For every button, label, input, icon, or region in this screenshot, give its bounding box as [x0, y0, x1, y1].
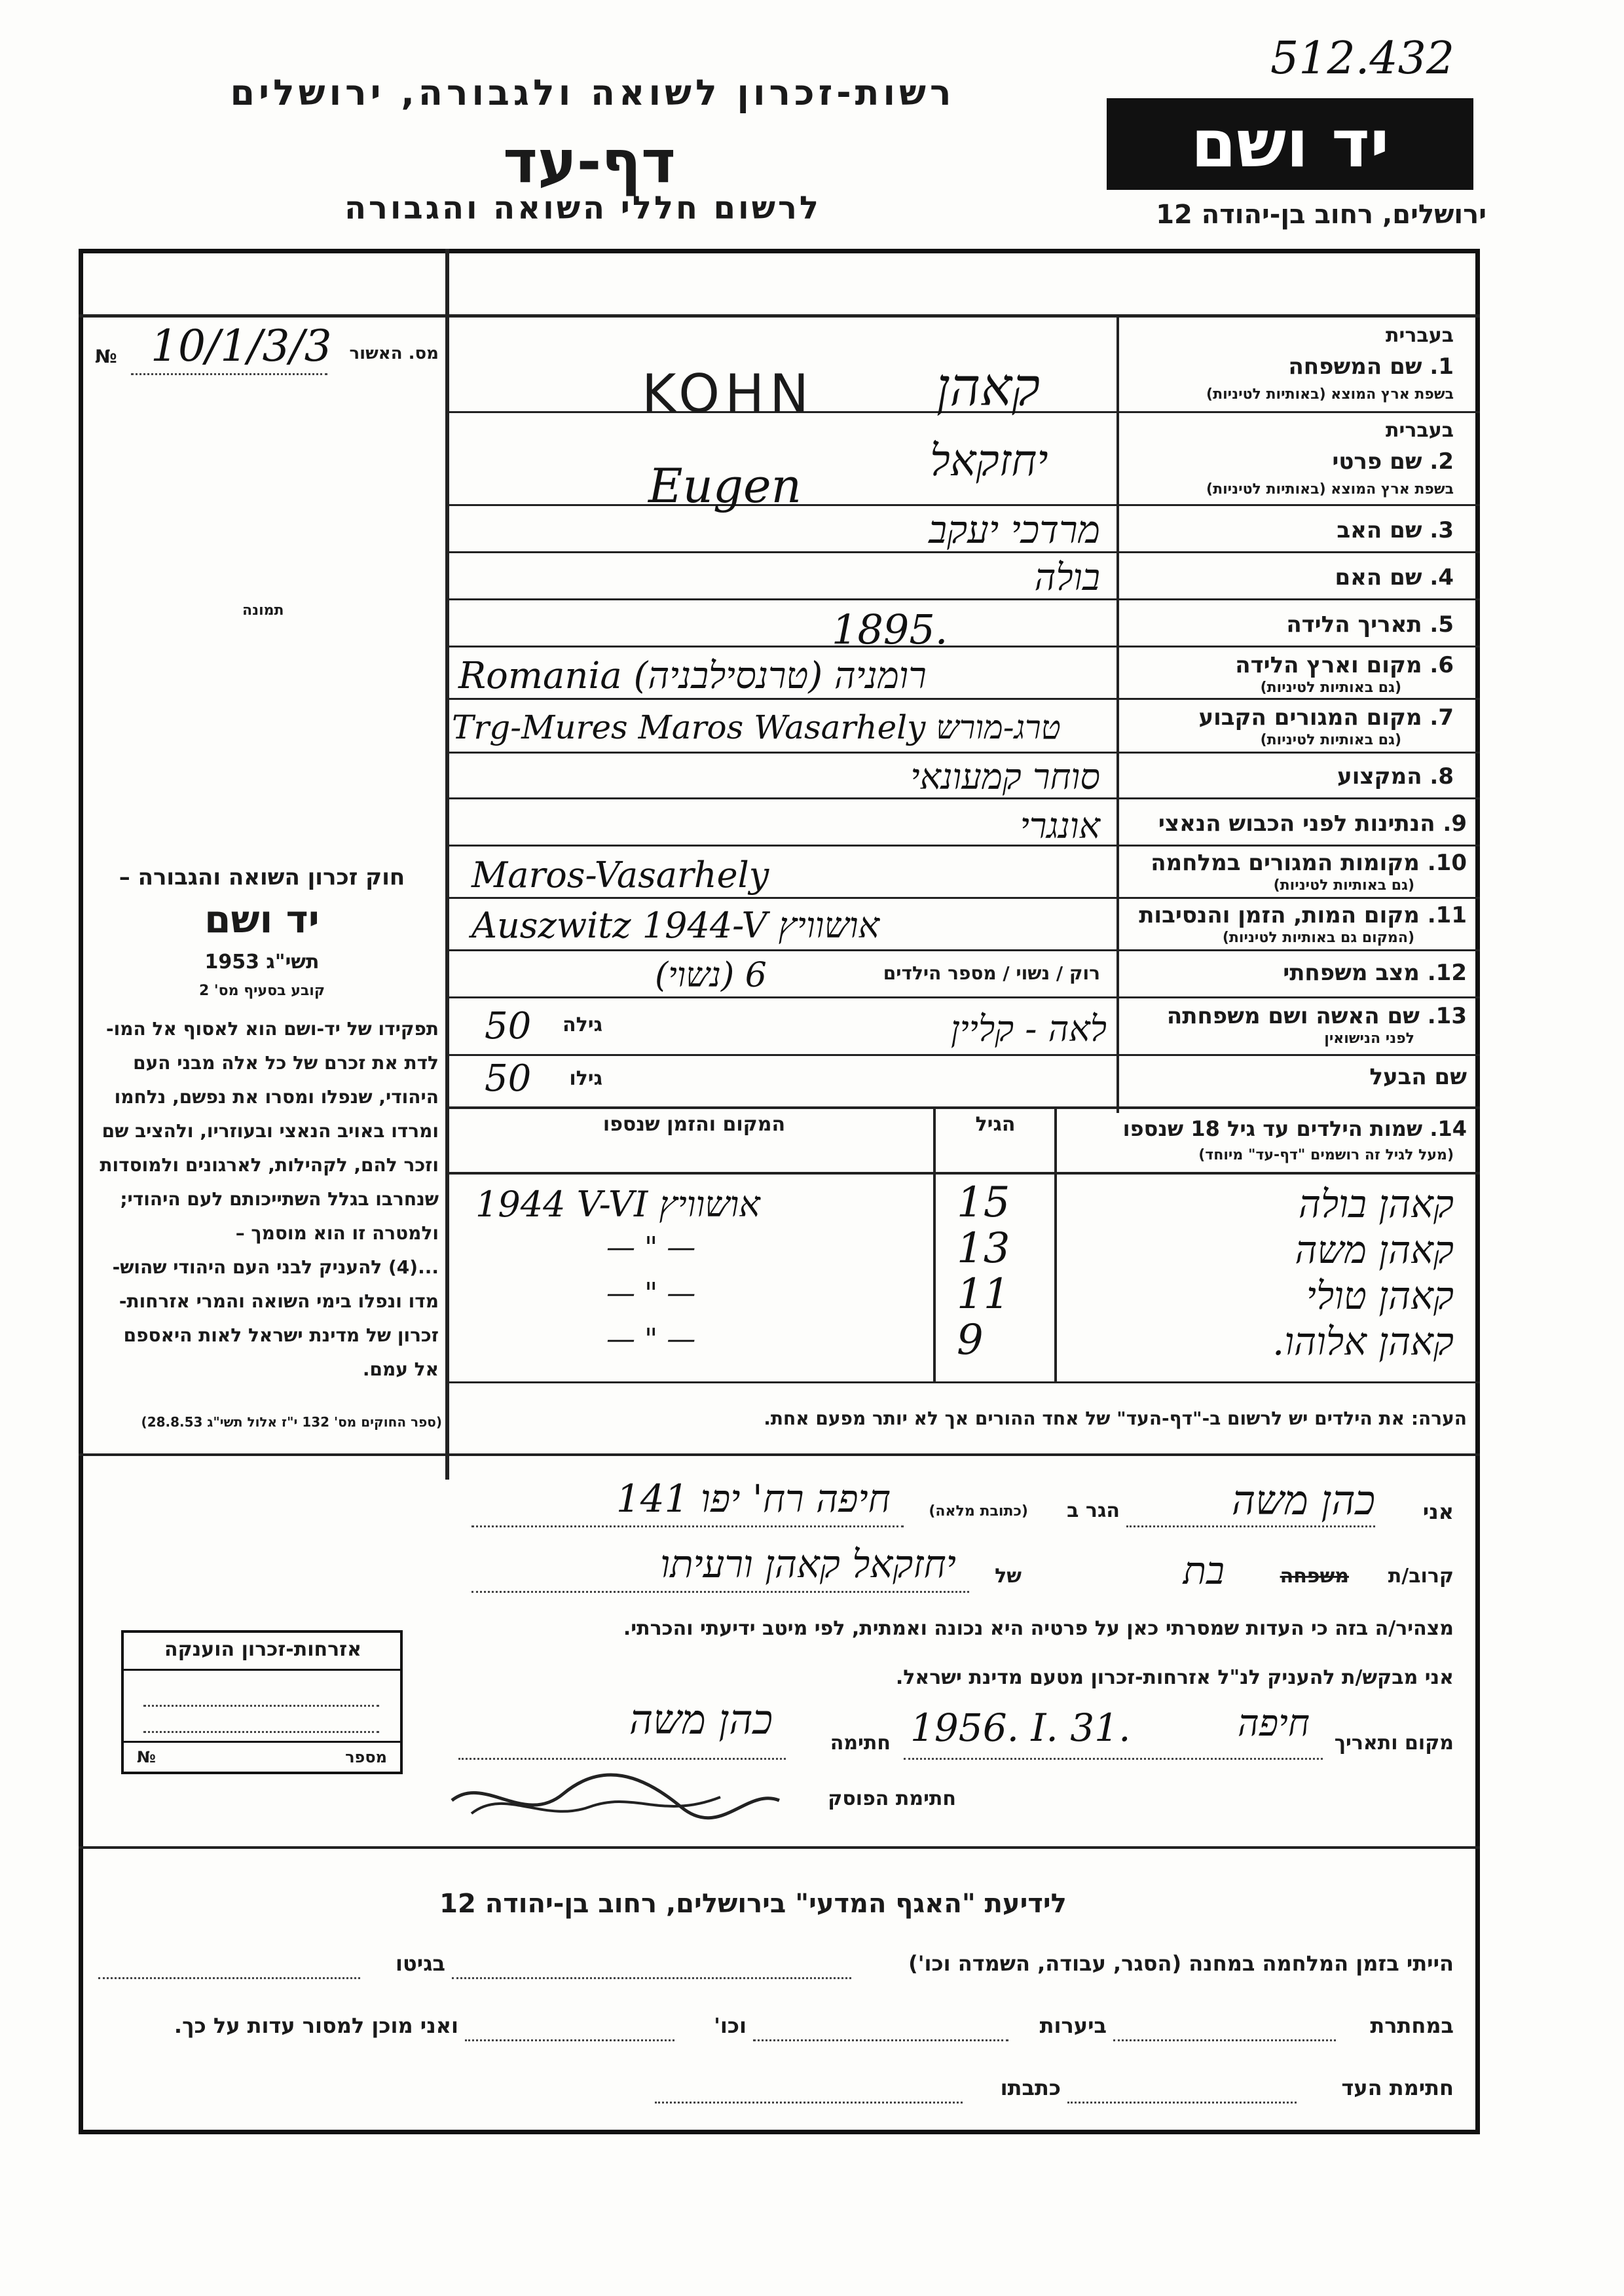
citizenship-box-divider	[124, 1741, 400, 1743]
field-6-sub: (גם באותיות לטיניות)	[1260, 680, 1401, 696]
firstname-hebrew-value: יחזקאל	[930, 435, 1048, 486]
footer-divider	[79, 1846, 1480, 1849]
field-13-sub: לפני הנישואין	[1324, 1030, 1414, 1047]
child-3-name: קאהן טולי	[1306, 1273, 1454, 1318]
law-line: שנחרבו בגלל השתייכותם לעם היהודי;	[120, 1188, 439, 1210]
citizenship-number-label: מספר	[345, 1748, 387, 1766]
law-line: אל עמם.	[362, 1358, 439, 1380]
place-value: חיפה	[1238, 1702, 1310, 1745]
declarant-name-line	[1126, 1525, 1375, 1527]
field-7-sub: (גם באותיות לטיניות)	[1260, 732, 1401, 748]
mother-name-value: בולה	[1034, 556, 1100, 599]
child-1-age: 15	[957, 1178, 1010, 1227]
field-10-label: 10. מקומות המגורים במלחמה	[1151, 850, 1467, 876]
declarant-signature: כהן משה	[629, 1696, 773, 1743]
marital-status-value: (נשוי) 6	[655, 956, 767, 995]
field-5-label: 5. תאריך הלידה	[1286, 611, 1454, 638]
footer-camp-label: הייתי בזמן המלחמה במחנה (הסגר, עבודה, השמדה וכו')	[908, 1951, 1454, 1976]
child-1-place: 1944 V-VI אושוויץ	[475, 1184, 760, 1225]
row-line	[449, 698, 1480, 700]
request-text: אני מבקש/ת להעניק לנ"ל אזרחות-זכרון מטעם מדינת ישראל.	[895, 1666, 1454, 1689]
footer-ghetto-line	[98, 1977, 360, 1979]
death-place-value: Auszwitz 1944-V אושוויץ	[471, 905, 880, 946]
field-12-inline-label: רוק / נשוי / מספר הילדים	[883, 962, 1100, 984]
witness-address-label: כתבתו	[1000, 2075, 1061, 2100]
child-2-age: 13	[957, 1224, 1010, 1273]
law-clause: קובע בסעיף מס' 2	[198, 983, 325, 999]
declarant-address-line	[471, 1525, 904, 1527]
law-line: לדת את זכרם של כל אלה מבני העם	[133, 1052, 439, 1074]
children-subtitle: (מעל לגיל זה רושמים "דף-עד" מיוחד)	[1198, 1147, 1454, 1163]
children-table	[449, 1178, 1480, 1375]
children-header-line	[449, 1172, 1480, 1175]
row-line	[449, 897, 1480, 899]
field-12-label: 12. מצב משפחתי	[1283, 960, 1467, 986]
children-place-header: המקום והזמן שנספו	[602, 1113, 786, 1136]
law-line: ומרדו באויב הנאצי ובעוזריו, ולהציב שם	[101, 1120, 439, 1142]
wartime-residence-value: Maros-Vasarhely	[471, 854, 769, 896]
field-11-sub: (המקום גם באותיות לטיניות)	[1222, 930, 1414, 946]
field-6-label: 6. מקום וארץ הלידה	[1235, 652, 1454, 678]
field-10-sub: (גם באותיות לטיניות)	[1273, 877, 1414, 894]
place-date-label: מקום ותאריך	[1334, 1732, 1454, 1755]
birth-date-value: 1895.	[832, 606, 948, 653]
surname-hebrew-value: קאהן	[936, 357, 1041, 418]
witness-signature-line	[1067, 2102, 1297, 2104]
field-3-label: 3. שם האב	[1337, 517, 1454, 543]
citizenship-box-line	[143, 1731, 379, 1733]
yad-vashem-logo: יד ושם	[1107, 98, 1473, 190]
birthplace-value: Romania (טרנסילבניה) רומניה	[458, 655, 927, 697]
officer-signature-scribble	[445, 1761, 786, 1833]
field-11-label: 11. מקום המות, הזמן והנסיבות	[1139, 902, 1467, 928]
footer-ghetto-label: בגיטו	[396, 1951, 445, 1976]
law-source: (ספר החוקים מס' 132 י"ז אלול תשי"ג 28.8.53)	[141, 1414, 442, 1430]
signature-line	[458, 1758, 786, 1760]
husband-age-label: גילו	[569, 1067, 602, 1090]
child-3-place: — " —	[606, 1277, 696, 1310]
approval-number: 10/1/3/3	[151, 321, 332, 371]
date-value: 1956. I. 31.	[910, 1705, 1131, 1750]
child-4-age: 9	[957, 1316, 984, 1364]
child-4-name: קאהן אלוהו.	[1272, 1319, 1454, 1364]
witness-address-line	[655, 2102, 963, 2104]
declarant-address-hint: (כתובת מלאה)	[929, 1503, 1028, 1520]
top-divider	[79, 314, 1480, 318]
relation-value: בת	[1183, 1548, 1225, 1593]
photo-label: תמונה	[242, 602, 284, 619]
place-date-line	[904, 1758, 1323, 1760]
field-13-label: 13. שם האשה ושם משפחתה	[1166, 1003, 1467, 1029]
law-name: יד ושם	[204, 897, 320, 941]
of-label: של	[995, 1565, 1022, 1588]
field-1-sub: בשפת ארץ המוצא (באותיות לטיניות)	[1206, 386, 1454, 403]
footer-underground-line	[1113, 2039, 1336, 2041]
footer-testimony-label: ואני מוכן למסור עדות על כך.	[174, 2013, 458, 2038]
organization-address: ירושלים, רחוב בן-יהודה 12	[1156, 200, 1486, 230]
hebrew-note-2: בעברית	[1386, 419, 1454, 442]
row-line	[449, 1106, 1480, 1109]
law-text-block	[85, 864, 439, 1387]
law-line: ולמטרה זו הוא מוסמך –	[235, 1222, 439, 1244]
children-age-header: הגיל	[975, 1113, 1016, 1136]
approval-label: מס. האשור	[349, 344, 439, 363]
footer-camp-line	[452, 1977, 851, 1979]
child-3-age: 11	[957, 1270, 1010, 1319]
child-2-name: קאהן משה	[1295, 1228, 1454, 1272]
law-title: חוק זכרון השואה והגבורה –	[119, 864, 405, 890]
row-line	[449, 646, 1480, 647]
profession-value: סוחר קמעונאי	[910, 756, 1100, 797]
husband-age-value: 50	[485, 1057, 532, 1100]
firstname-latin-value: Eugen	[648, 458, 802, 513]
law-line: זכרון של מדינת ישראל לאות היאספם	[123, 1324, 439, 1346]
field-1-label: 1. שם המשפחה	[1288, 354, 1454, 380]
footer-etc-line	[465, 2039, 674, 2041]
relative-name: יחזקאל קאהן ורעיתו	[660, 1542, 956, 1586]
child-2-place: — " —	[606, 1231, 696, 1264]
wife-name-value: לאה - קליין	[950, 1008, 1107, 1049]
footer-underground-label: במחתרת	[1370, 2013, 1454, 2038]
declarant-lives-label: הגר ב	[1067, 1499, 1120, 1522]
wife-age-value: 50	[485, 1005, 532, 1048]
officer-signature-label: חתימת הפוסק	[828, 1787, 956, 1810]
row-line	[449, 949, 1480, 951]
signature-label: חתימה	[830, 1732, 891, 1755]
declarant-i-label: אני	[1422, 1499, 1454, 1524]
children-title: 14. שמות הילדים עד גיל 18 שנספו	[1122, 1116, 1467, 1141]
citizenship-number-symbol: №	[137, 1748, 156, 1766]
relative-name-line	[471, 1591, 969, 1593]
form-subtitle: לרשום חללי השואה והגבורה	[344, 190, 821, 227]
declarant-name: כהן משה	[1231, 1476, 1375, 1524]
approval-line	[131, 373, 327, 375]
law-paragraphs	[85, 1012, 439, 1387]
child-4-place: — " —	[606, 1322, 696, 1356]
law-line: ...(4) להעניק לבני העם היהודי שהוש-	[112, 1256, 439, 1278]
citizenship-box-line	[143, 1705, 379, 1707]
row-line	[449, 752, 1480, 754]
label-column-divider	[1116, 314, 1119, 1113]
relative-label: קרוב/ת	[1388, 1565, 1454, 1588]
surname-latin-value: KOHN	[642, 363, 815, 424]
row-line	[449, 797, 1480, 799]
footer-etc-label: וכו'	[714, 2013, 747, 2038]
citizenship-box-divider	[124, 1669, 400, 1671]
father-name-value: מרדכי יעקב	[929, 507, 1100, 552]
field-9-label: 9. הנתינות לפני הכבוש הנאצי	[1158, 811, 1467, 837]
form-title: דף-עד	[503, 128, 676, 196]
citizenship-box-title: אזרחות-זכרון הוענקה	[164, 1638, 362, 1661]
field-2-label: 2. שם פרטי	[1332, 448, 1454, 475]
row-line	[449, 1054, 1480, 1056]
relation-struck: משפחה	[1280, 1565, 1349, 1588]
law-line: וזכר להם, לקהילות, לארגונים ולמוסדות	[100, 1154, 439, 1176]
document-number: 512.432	[1270, 33, 1455, 84]
row-line	[449, 504, 1480, 506]
footer-forest-label: ביערות	[1039, 2013, 1107, 2038]
citizenship-box	[121, 1630, 403, 1774]
children-bottom-line	[449, 1381, 1480, 1383]
husband-name-label: שם הבעל	[1369, 1064, 1467, 1090]
nationality-value: אונגרי	[1020, 805, 1100, 847]
children-section-bottom	[79, 1453, 1480, 1456]
wife-age-label: גילה	[563, 1013, 602, 1036]
witness-signature-label: חתימת העד	[1341, 2075, 1454, 2100]
law-line: היהודי, שנפלו ומסרו את נפשם, נלחמו	[114, 1086, 439, 1108]
children-note: הערה: את הילדים יש לרשום ב-"דף-העד" של אחד ההורים אך לא יותר מפעם אחת.	[764, 1408, 1467, 1429]
field-4-label: 4. שם האם	[1335, 564, 1454, 591]
approval-symbol: №	[95, 346, 117, 367]
organization-title: רשות-זכרון לשואה ולגבורה, ירושלים	[230, 72, 955, 113]
footer-forest-line	[753, 2039, 1008, 2041]
hebrew-note-1: בעברית	[1386, 324, 1454, 347]
child-1-name: קאהן בולה	[1299, 1182, 1454, 1226]
field-7-label: 7. מקום המגורים הקבוע	[1198, 704, 1454, 731]
residence-value: Trg-Mures Maros Wasarhely טרג-מורש	[452, 708, 1061, 746]
footer-title: לידיעת "האגף המדעי" בירושלים, רחוב בן-יהודה 12	[439, 1889, 1067, 1919]
law-line: תפקידו של יד-ושם הוא לאסוף אל המו-	[106, 1018, 439, 1040]
law-line: מדו ונפלו בימי השואה והמרי אזרחות-	[119, 1290, 439, 1312]
declaration-text: מצהיר/ה בזה כי העדות שמסרתי כאן על פרטיה היא נכונה ואמתית, לפי מיטב ידיעתי והכרתי.	[623, 1617, 1454, 1640]
field-2-sub: בשפת ארץ המוצא (באותיות לטיניות)	[1206, 481, 1454, 498]
field-8-label: 8. המקצוע	[1337, 763, 1454, 790]
declarant-address: חיפה רח' יפו 141	[616, 1476, 891, 1521]
law-year: תשי"ג 1953	[204, 951, 320, 974]
row-line	[449, 996, 1480, 998]
